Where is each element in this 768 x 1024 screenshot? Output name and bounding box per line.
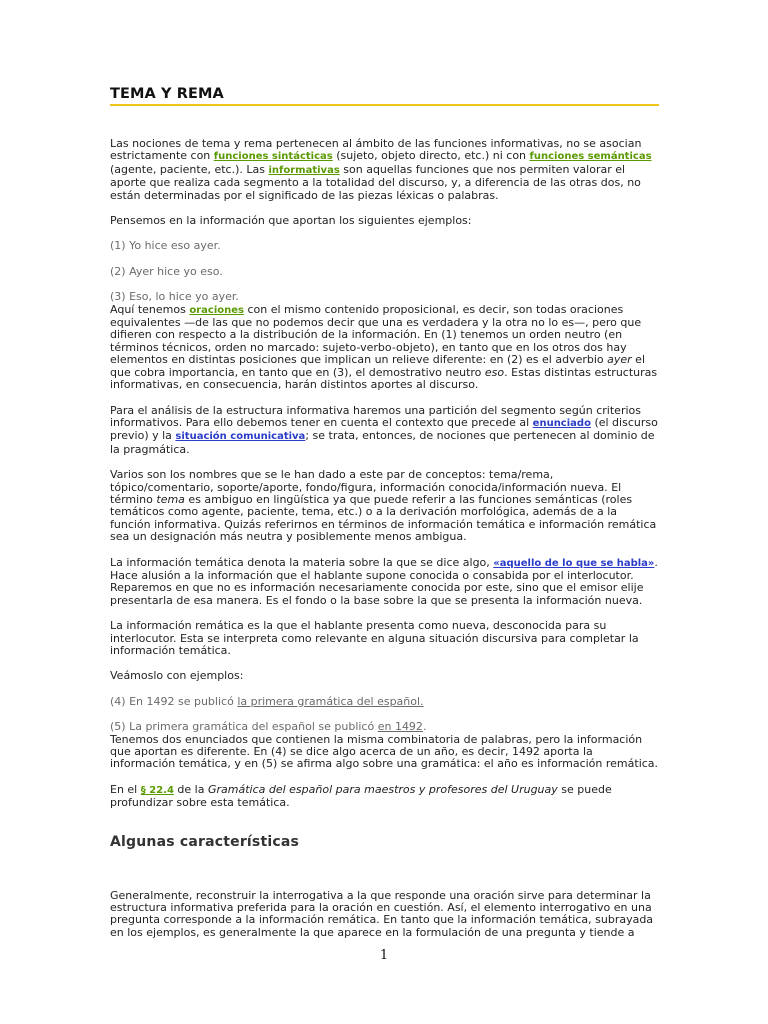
text-segment: con el mismo contenido proposicional, es decir, son todas oraciones equivalentes —de las que no podemos decir que una es verdadera y la otra no lo es—, pero que difieren con respecto a la distribución de la información. En (1) tenemos un orden neutro (en términos técnicos, orden no marcado: sujeto-verbo-objeto), en tanto que en los otros dos hay elementos en distintas posiciones que implican un relieve diferente: en (2) es el adverbio [110,302,642,367]
text-segment: Aquí tenemos [110,302,190,316]
link-enunciado[interactable]: enunciado [532,417,591,429]
italic-term: tema [156,492,185,506]
link-informativas[interactable]: informativas [268,164,340,176]
comparison-paragraph: Tenemos dos enunciados que contienen la misma combinatoria de palabras, pero la información que aportan es diferente. En (4) se dice algo acerca de un año, es decir, 1492 aporta la información temática, y en (5) se afirma algo sobre una gramática: el año es información remática. [110,732,659,771]
text-segment: Para el análisis de la estructura informativa haremos una partición del segmento según criterios informativos. Para ello debemos tener en cuenta el contexto que precede al [110,403,641,429]
link-funciones-sintacticas[interactable]: funciones sintácticas [213,151,333,163]
page-number: 1 [379,948,389,963]
text-segment: (5) La primera gramática del español se publicó [110,720,378,734]
text-segment: son aquellas funciones que nos permiten valorar el aporte que realiza cada segmento a la totalidad del discurso, y, a diferencia de las otras dos, no están determinadas por el significado de las piezas léxicas o palabras. [110,162,641,202]
italic-term: ayer [607,353,632,367]
examples-intro-paragraph: Pensemos en la información que aportan los siguientes ejemplos: [110,214,472,228]
section-heading: Algunas características [110,833,300,850]
text-segment: ; se trata, entonces, de nociones que pertenecen al dominio de la pragmática. [110,429,655,456]
book-title: Gramática del español para maestros y profesores del Uruguay [207,782,558,796]
link-funciones-semanticas[interactable]: funciones semánticas [529,151,652,163]
underlined-theme: en 1492 [377,720,423,734]
text-segment: el que cobra importancia, en tanto que en (3), el demostrativo neutro [110,353,646,379]
veamoslo-paragraph: Veámoslo con ejemplos: [110,669,244,683]
text-segment: de la [173,782,208,796]
text-segment: (4) En 1492 se publicó [110,694,238,708]
text-segment: Varios son los nombres que se le han dado a este par de conceptos: tema/rema, tópico/comentario, soporte/aporte, fondo/figura, información conocida/información nueva. El término [110,468,622,506]
document-page [110,86,659,952]
title-underline-rule [110,104,659,106]
text-segment: se puede profundizar sobre esta temática. [110,782,612,810]
link-oraciones[interactable]: oraciones [189,304,244,316]
italic-term: eso [484,365,505,379]
text-segment: . Estas distintas estructuras informativas, en consecuencia, harán distintos aportes al discurso. [110,365,658,392]
names-paragraph [110,469,659,543]
text-segment: (el discurso previo) y la [110,415,658,443]
rematica-paragraph: La información remática es la que el hablante presenta como nueva, desconocida para su interlocutor. Esta se interpreta como relevante en alguna situación discursiva para completar la información temática. [110,619,639,657]
text-segment: En el [110,782,141,796]
oraciones-paragraph [110,304,659,392]
underlined-theme: la primera gramática del español. [237,694,424,708]
text-segment: (agente, paciente, etc.). Las [110,162,269,176]
text-segment: La información temática denota la materia sobre la que se dice algo, [110,555,494,569]
example-1: (1) Yo hice eso ayer. [110,239,221,253]
link-situacion-comunicativa[interactable]: situación comunicativa [175,431,306,443]
characteristics-paragraph: Generalmente, reconstruir la interrogativa a la que responde una oración sirve para determinar la estructura informativa preferida para la oración en cuestión. Así, el elemento interrogativo en una pregunta corresponde a la información remática. En tanto que la información temática, subrayada en los ejemplos, es generalmente la que aparece en la formulación de una pregunta y tiende a [110,888,654,939]
text-segment: Las nociones de tema y rema pertenecen al ámbito de las funciones informativas, no se asocian estrictamente con [110,137,642,163]
text-segment: . [422,720,427,734]
page-title: TEMA Y REMA [110,86,224,102]
analysis-paragraph [110,405,659,457]
link-section-22-4[interactable]: § 22.4 [140,784,174,796]
example-5 [110,721,659,733]
text-segment: (sujeto, objeto directo, etc.) ni con [332,149,530,163]
tematica-paragraph [110,557,659,608]
example-2: (2) Ayer hice yo eso. [110,264,223,278]
example-3: (3) Eso, lo hice yo ayer. [110,290,239,304]
intro-paragraph [110,138,659,202]
example-4 [110,696,659,708]
text-segment: . Hace alusión a la información que el hablante supone conocida o consabida por el interlocutor. Reparemos en que no es información necesariamente conocida por este, sino que el emisor elije presentarla de esa manera. Es el fondo o la base sobre la que se presenta la información nueva. [110,555,658,607]
reference-paragraph [110,784,659,810]
link-aquello-de-lo-que-se-habla[interactable]: «aquello de lo que se habla» [493,557,655,569]
text-segment: es ambiguo en lingüística ya que puede referir a las funciones semánticas (roles temáticos como agente, paciente, tema, etc.) o a la derivación morfológica, además de a la función informativa. Quizás referirnos en términos de información temática e información remática sea un designación más neutra y posiblemente menos ambigua. [110,492,657,544]
